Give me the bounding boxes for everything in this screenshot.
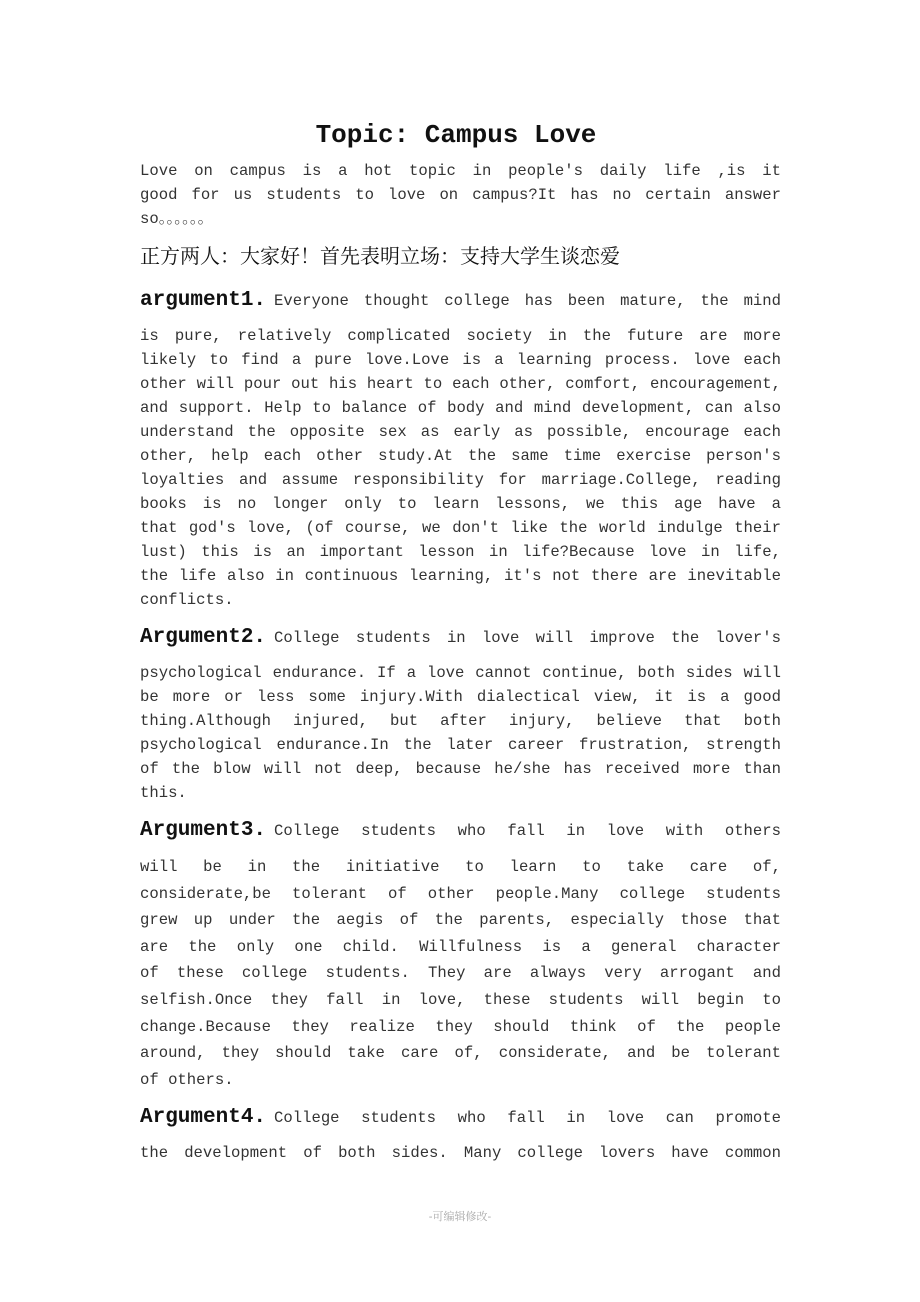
text-line: the life also in continuous learning, it's not there are inevitable — [140, 567, 781, 585]
text-line: so。。。。。。 — [140, 210, 214, 228]
text-line: other, help each other study.At the same time exercise person's — [140, 447, 781, 465]
argument-heading-row — [140, 819, 781, 851]
text-line: thing.Although injured, but after injury, believe that both — [140, 712, 781, 730]
argument-heading: Argument2. — [140, 626, 267, 649]
text-line: grew up under the aegis of the parents, especially those that — [140, 911, 781, 930]
argument-heading-row — [140, 289, 781, 321]
stance-statement: 正方两人：大家好！首先表明立场：支持大学生谈恋爱 — [140, 244, 620, 268]
intro-paragraph — [140, 159, 781, 231]
argument-4 — [140, 1106, 781, 1165]
argument-first-line: College students who fall in love with others — [274, 822, 781, 840]
text-line: likely to find a pure love.Love is a learning process. love each — [140, 351, 781, 369]
text-line: lust) this is an important lesson in life?Because love in life, — [140, 543, 781, 561]
text-line: books is no longer only to learn lessons, we this age have a — [140, 495, 781, 513]
argument-heading: argument1. — [140, 289, 267, 312]
argument-heading: Argument3. — [140, 819, 267, 842]
argument-heading-row — [140, 1106, 781, 1138]
text-line: is pure, relatively complicated society in the future are more — [140, 327, 781, 345]
text-line: of others. — [140, 1070, 234, 1089]
text-line: of these college students. They are always very arrogant and — [140, 964, 781, 983]
text-line: selfish.Once they fall in love, these students will begin to — [140, 990, 781, 1009]
text-line: change.Because they realize they should think of the people — [140, 1017, 781, 1036]
text-line: and support. Help to balance of body and mind development, can also — [140, 399, 781, 417]
text-line: this. — [140, 784, 187, 802]
text-line: of the blow will not deep, because he/she has received more than — [140, 760, 781, 778]
text-line: considerate,be tolerant of other people.Many college students — [140, 884, 781, 903]
argument-first-line: College students in love will improve the lover's — [274, 629, 781, 647]
text-line: psychological endurance. If a love cannot continue, both sides will — [140, 664, 781, 682]
footer-note: -可编辑修改- — [428, 1210, 492, 1223]
text-line: will be in the initiative to learn to take care of, — [140, 858, 781, 876]
text-line: other will pour out his heart to each other, comfort, encouragement, — [140, 375, 781, 393]
argument-2 — [140, 626, 781, 805]
text-line: that god's love, (of course, we don't like the world indulge their — [140, 519, 781, 537]
text-line: good for us students to love on campus?It has no certain answer — [140, 186, 781, 204]
argument-3 — [140, 819, 781, 1093]
text-line: conflicts. — [140, 591, 234, 609]
text-line: loyalties and assume responsibility for marriage.College, reading — [140, 471, 781, 489]
text-line: the development of both sides. Many college lovers have common — [140, 1144, 781, 1162]
text-line: be more or less some injury.With dialectical view, it is a good — [140, 688, 781, 706]
text-line: Love on campus is a hot topic in people's daily life ,is it — [140, 162, 781, 180]
text-line: are the only one child. Willfulness is a general character — [140, 937, 781, 956]
text-line: understand the opposite sex as early as possible, encourage each — [140, 423, 781, 441]
argument-heading: Argument4. — [140, 1106, 267, 1129]
text-line: around, they should take care of, considerate, and be tolerant — [140, 1044, 781, 1063]
page-title: Topic: Campus Love — [315, 120, 597, 150]
argument-first-line: Everyone thought college has been mature, the mind — [274, 292, 781, 310]
text-line: psychological endurance.In the later career frustration, strength — [140, 736, 781, 754]
argument-heading-row — [140, 626, 781, 658]
argument-1 — [140, 289, 781, 612]
argument-first-line: College students who fall in love can promote — [274, 1109, 781, 1127]
